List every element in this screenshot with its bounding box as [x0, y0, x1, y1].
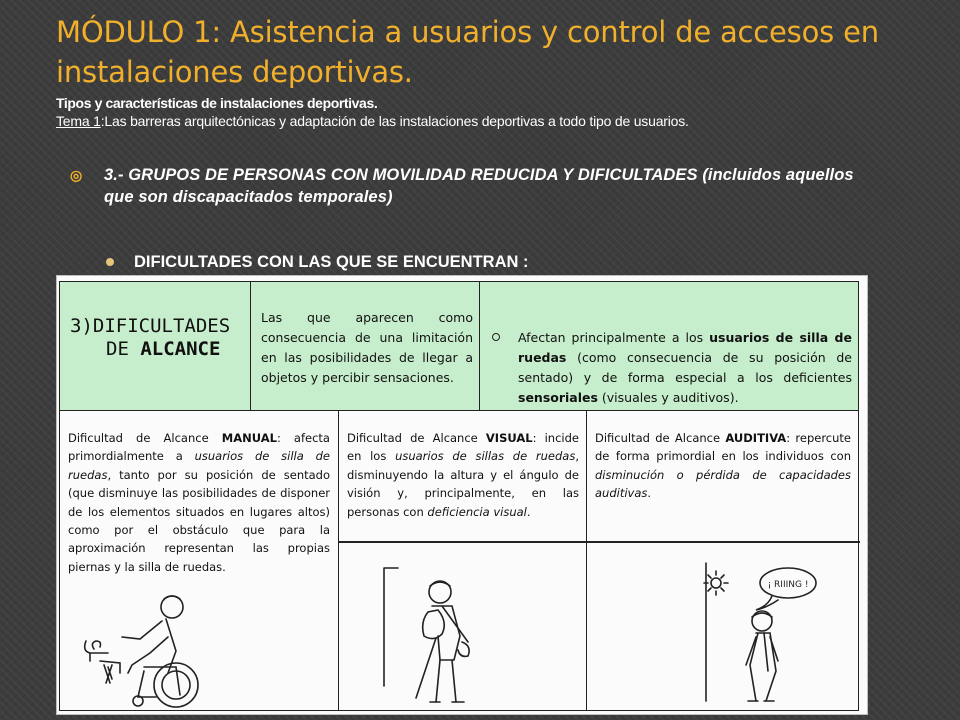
heading-de: DE: [106, 338, 141, 360]
sub-bullet: [106, 251, 528, 273]
wheelchair-user-illustration: [80, 581, 200, 709]
visual-t2: : incide en los: [347, 431, 579, 464]
image-row-divider: [339, 541, 860, 543]
slide-header: [56, 12, 946, 130]
auditiva-t1: Dificultad de Alcance: [595, 431, 726, 445]
manual-i1: usuarios de silla de ruedas: [68, 449, 330, 482]
auditiva-b1: AUDITIVA: [725, 431, 787, 445]
table-heading: [70, 315, 240, 361]
visual-i2: deficiencia visual: [427, 504, 527, 519]
visual-i1: usuarios de sillas de ruedas: [395, 449, 576, 464]
dot-bullet-icon: [106, 258, 114, 266]
visually-impaired-person-illustration: [380, 566, 490, 711]
visual-text: [347, 429, 579, 521]
auditiva-text: [595, 429, 851, 503]
slide-title: [56, 12, 946, 92]
manual-t2: : afecta primordialmente a: [68, 431, 330, 464]
info-t3: (visuales y auditivos).: [597, 390, 739, 405]
table-heading-cell: [60, 282, 251, 410]
main-bullet: [70, 164, 870, 208]
hollow-circle-bullet-icon: [492, 333, 500, 341]
visual-b1: VISUAL: [485, 431, 533, 445]
scanned-table-image: [56, 275, 868, 715]
visual-t3: , disminuyendo la altura y el ángulo de visión y, principalmente, en las personas con: [347, 449, 580, 519]
tema-label: Tema 1: [56, 113, 101, 129]
circle-bullet-icon: ◎: [70, 167, 83, 183]
hearing-impaired-person-illustration: [660, 561, 840, 711]
auditiva-t3: .: [647, 486, 652, 501]
main-bullet-text: 3.- GRUPOS DE PERSONAS CON MOVILIDAD REDUCIDA Y DIFICULTADES (incluidos aquellos que son discapacitados temporales): [104, 166, 854, 206]
visual-t4: .: [526, 504, 531, 519]
auditiva-t2: : repercute de forma primordial en los individuos con: [595, 431, 851, 464]
speech-bubble-text: ¡ RIIING !: [767, 580, 809, 590]
info-b1: usuarios de silla de ruedas: [518, 330, 852, 365]
auditiva-i1: disminución o pérdida de capacidades auditivas: [595, 467, 851, 501]
manual-text: [68, 429, 330, 576]
module-label: MÓDULO 1:: [56, 15, 221, 49]
tema-text: :Las barreras arquitectónicas y adaptación de las instalaciones deportivas a todo tipo de usuarios.: [100, 113, 689, 129]
module-title: Asistencia a usuarios y control de accesos en instalaciones deportivas.: [56, 15, 879, 89]
manual-t1: Dificultad de Alcance: [68, 431, 222, 445]
manual-t3: , tanto por su posición de sentado (que disminuye las posibilidades de disponer de los elementos situados en lugares altos) como por el obstáculo que para la aproximación representan las propias piernas y la silla de ruedas.: [68, 467, 330, 574]
info-t2: (como consecuencia de su posición de sentado) y de forma especial a los deficientes: [518, 350, 852, 385]
tema-line: [56, 112, 946, 130]
info-text: [518, 328, 852, 408]
info-b2: sensoriales: [518, 390, 598, 405]
slide-subtitle: Tipos y características de instalaciones deportivas.: [56, 95, 378, 111]
visual-t1: Dificultad de Alcance: [347, 431, 486, 445]
sub-bullet-text: DIFICULTADES CON LAS QUE SE ENCUENTRAN :: [134, 253, 529, 271]
heading-line-1: 3)DIFICULTADES: [70, 315, 231, 337]
table-description-cell: [251, 282, 480, 410]
table-info-cell: [480, 282, 860, 410]
table-header-row: [59, 281, 859, 411]
info-t1: Afectan principalmente a los: [518, 330, 710, 345]
manual-b1: MANUAL: [221, 431, 277, 445]
description-text: Las que aparecen como consecuencia de una limitación en las posibilidades de llegar a objetos y percibir sensaciones.: [261, 310, 473, 385]
table-detail-row: [59, 411, 859, 711]
heading-line-2: [70, 338, 240, 361]
heading-alcance: ALCANCE: [140, 338, 221, 360]
